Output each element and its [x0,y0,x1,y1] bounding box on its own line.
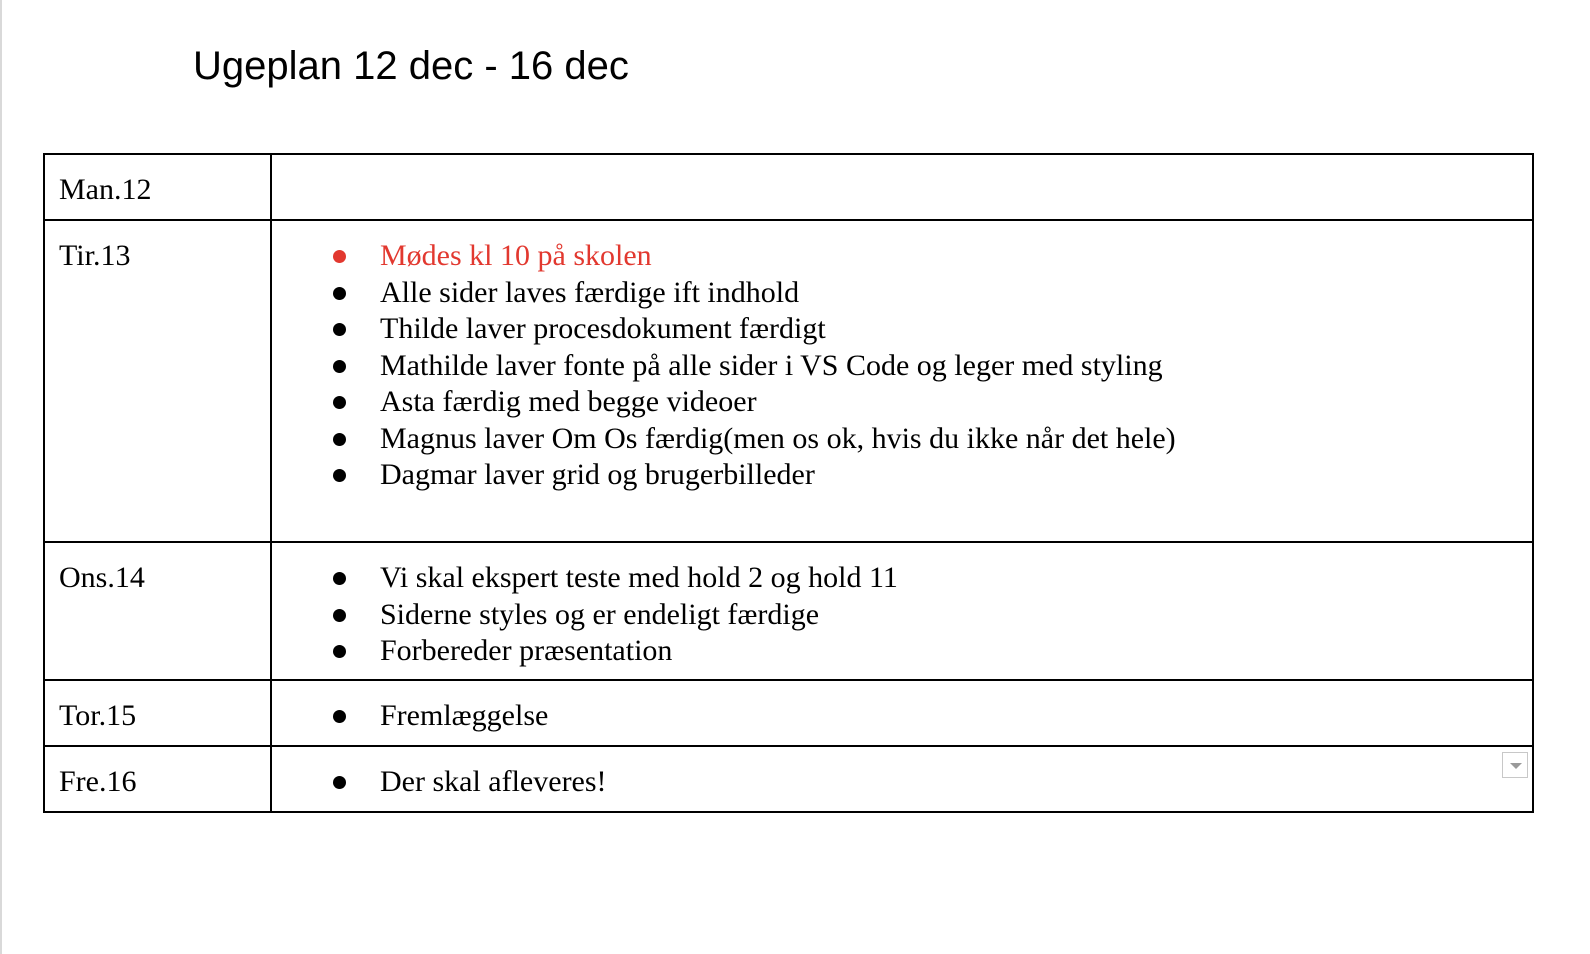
task-item: Asta færdig med begge videoer [332,384,1518,421]
page-title: Ugeplan 12 dec - 16 dec [193,44,629,88]
task-list [332,764,1518,801]
task-item: Der skal afleveres! [332,764,1518,801]
task-item: Thilde laver procesdokument færdigt [332,311,1518,348]
week-plan-table [43,153,1534,813]
page-left-edge [0,0,2,954]
task-item: Magnus laver Om Os færdig(men os ok, hvis du ikke når det hele) [332,421,1518,458]
task-item: Dagmar laver grid og brugerbilleder [332,457,1518,494]
task-item: Siderne styles og er endeligt færdige [332,597,1518,634]
table-row-wednesday [44,542,1533,680]
task-item: Vi skal ekspert teste med hold 2 og hold 11 [332,560,1518,597]
task-list [332,560,1518,670]
day-label[interactable]: Ons.14 [44,542,271,680]
table-row-monday [44,154,1533,220]
task-cell-monday[interactable] [271,154,1533,220]
task-cell-friday[interactable] [271,746,1533,812]
task-item: Fremlæggelse [332,698,1518,735]
task-item: Forbereder præsentation [332,633,1518,670]
task-item: Mødes kl 10 på skolen [332,238,1518,275]
day-label[interactable]: Tor.15 [44,680,271,746]
task-list [332,698,1518,735]
task-cell-tuesday[interactable] [271,220,1533,542]
day-label[interactable]: Man.12 [44,154,271,220]
table-row-thursday [44,680,1533,746]
table-row-friday [44,746,1533,812]
task-item: Mathilde laver fonte på alle sider i VS Code og leger med styling [332,348,1518,385]
chevron-down-icon[interactable] [1502,752,1528,778]
task-item: Alle sider laves færdige ift indhold [332,275,1518,312]
day-label[interactable]: Tir.13 [44,220,271,542]
task-list [332,238,1518,494]
day-label[interactable]: Fre.16 [44,746,271,812]
task-cell-thursday[interactable] [271,680,1533,746]
table-row-tuesday [44,220,1533,542]
task-cell-wednesday[interactable] [271,542,1533,680]
